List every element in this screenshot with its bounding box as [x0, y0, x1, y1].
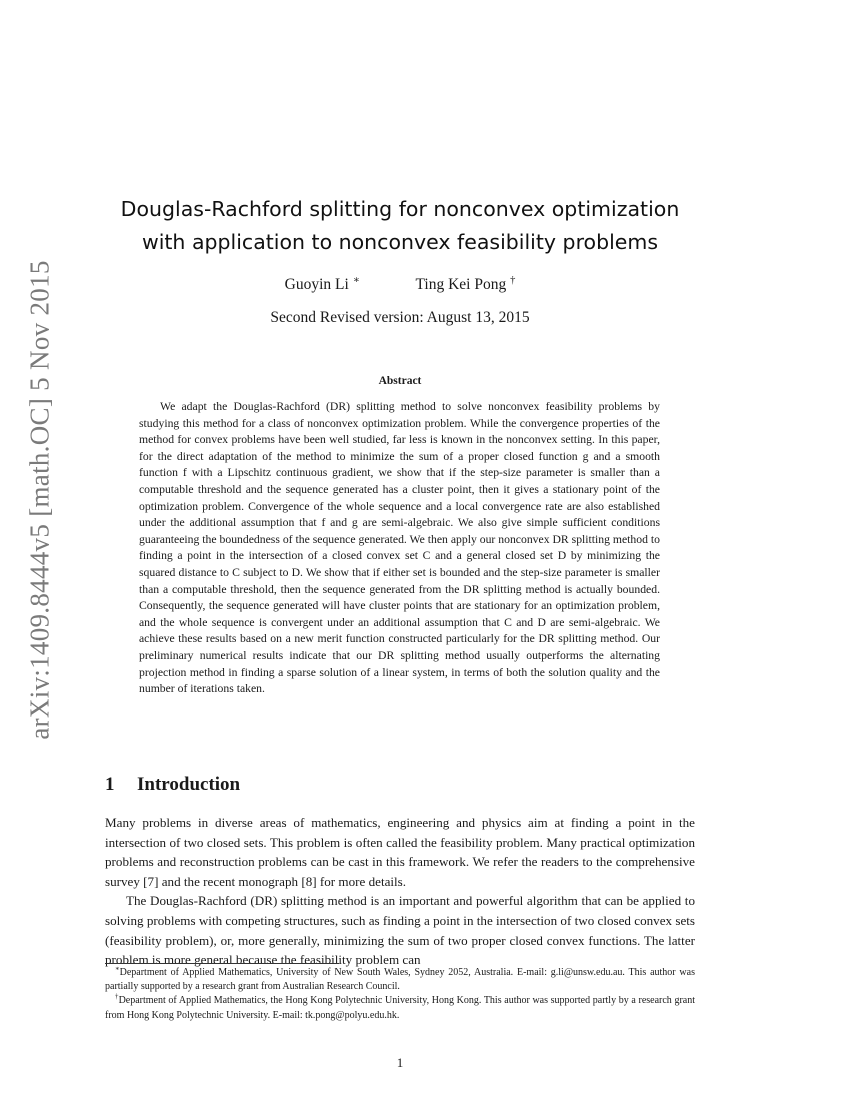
abstract-heading: Abstract: [378, 375, 422, 387]
author-1-name: Guoyin Li: [284, 276, 349, 293]
intro-paragraph-1: Many problems in diverse areas of mathematics, engineering and physics aim at finding a point in the intersection of two closed sets. This problem is often called the feasibility problem. Many practical optimization problems and reconstruction problems can be cast in this framework. We refer the readers to the comprehensive survey [7] and the recent monograph [8] for more details.: [105, 815, 695, 889]
footnote-1-mark: ∗: [115, 965, 120, 973]
abstract-text: We adapt the Douglas-Rachford (DR) splitting method to solve nonconvex feasibility problems by studying this method for a class of nonconvex optimization problem. While the convergence properties of the method for convex problems have been well studied, far less is known in the nonconvex setting. In this paper, for the direct adaptation of the method to minimize the sum of a proper closed function g and a smooth function f with a Lipschitz continuous gradient, we show that if the step-size parameter is smaller than a computable threshold and the sequence generated has a cluster point, then it gives a stationary point of the optimization problem. Convergence of the whole sequence and a local convergence rate are also established under the additional assumption that f and g are semi-algebraic. We also give simple sufficient conditions guaranteeing the boundedness of the sequence generated. We then apply our nonconvex DR splitting method to finding a point in the intersection of a closed convex set C and a general closed set D by minimizing the squared distance to C subject to D. We show that if either set is bounded and the step-size parameter is smaller than a computable threshold, then the sequence generated from the DR splitting method is actually bounded. Consequently, the sequence generated will have cluster points that are stationary for an optimization problem, and the whole sequence is convergent under an additional assumption that C and D are semi-algebraic. We achieve these results based on a new merit function constructed particularly for the DR splitting method. Our preliminary numerical results indicate that our DR splitting method usually outperforms the alternating projection method in finding a sparse solution of a linear system, in terms of both the solution quality and the number of iterations taken.: [139, 400, 660, 696]
page-number: 1: [396, 1055, 404, 1070]
footnote-2: [105, 994, 695, 1022]
section-title: Introduction: [137, 774, 241, 795]
footnote-1: [105, 966, 695, 994]
version-date: Second Revised version: August 13, 2015: [270, 309, 530, 326]
author-list: [0, 276, 800, 294]
arxiv-identifier-sidebar: [20, 255, 60, 745]
footnote-divider: [105, 963, 339, 964]
section-number: 1: [105, 774, 115, 795]
arxiv-id-text: arXiv:1409.8444v5 [math.OC] 5 Nov 2015: [24, 260, 55, 740]
author-2-mark: †: [510, 274, 516, 286]
footnotes: [105, 966, 695, 1023]
footnote-2-text: Department of Applied Mathematics, the Hong Kong Polytechnic University, Hong Kong. This author was supported partly by a research grant from Hong Kong Polytechnic University. E-mail: tk.pong@polyu.edu.hk.: [105, 995, 695, 1021]
paper-title: Douglas-Rachford splitting for nonconvex optimization with application to nonconvex feasibility problems: [120, 197, 680, 254]
author-2: [415, 276, 515, 293]
intro-paragraph-2: The Douglas-Rachford (DR) splitting method is an important and powerful algorithm that can be applied to solving problems with competing structures, such as finding a point in the intersection of two closed convex sets (feasibility problem), or, more generally, minimizing the sum of two proper closed convex functions. The latter problem is more general because the feasibility problem can: [105, 893, 695, 968]
author-1: [285, 276, 360, 293]
footnote-1-text: Department of Applied Mathematics, University of New South Wales, Sydney 2052, Australia. E-mail: g.li@unsw.edu.au. This author was partially supported by a research grant from Australian Research Council.: [105, 967, 695, 993]
introduction-body: [105, 813, 695, 970]
footnote-2-mark: †: [115, 994, 119, 1002]
author-2-name: Ting Kei Pong: [415, 276, 507, 293]
author-1-mark: ∗: [352, 274, 360, 286]
section-heading: [105, 774, 240, 796]
